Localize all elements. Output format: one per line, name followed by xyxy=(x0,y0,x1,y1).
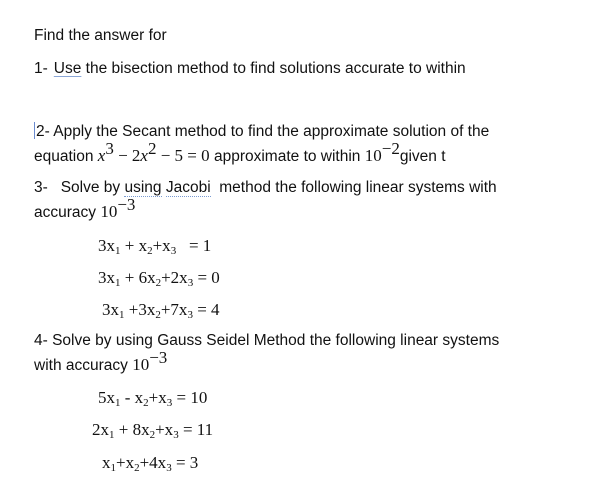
question-2-line-2 xyxy=(34,139,446,167)
q2-suffix: approximate to within xyxy=(209,148,365,165)
question-1 xyxy=(34,59,466,79)
question-2-line-1 xyxy=(34,122,489,142)
q4-tolerance-exp: −3 xyxy=(149,348,168,367)
system-2-equation-2: $2x_1 + 8x_2+x_3 = 11$ xyxy=(92,420,214,441)
q2-prefix: equation xyxy=(34,148,98,165)
q4-tolerance-base: 10 xyxy=(132,355,150,374)
intro-text: Find the answer for xyxy=(34,27,167,44)
q2-term: − 2 xyxy=(113,146,141,165)
q4-accuracy: with accuracy xyxy=(34,357,133,374)
q2-text: 2- Apply the Secant method to find the approximate solution of the xyxy=(36,123,490,140)
q3-tolerance-exp: −3 xyxy=(117,195,136,214)
q2-tail: given t xyxy=(399,148,446,165)
system-2-equation-1: $5x_1 - x_2+x_3 = 10$ xyxy=(98,388,208,409)
q2-equation-rhs: − 5 = 0 xyxy=(156,146,210,165)
q2-var-x2: x xyxy=(140,146,148,165)
system-1-equation-2: $3x_1 + 6x_2+2x_3 = 0$ xyxy=(98,268,220,289)
q1-verb: Use xyxy=(53,60,82,77)
q1-number: 1- xyxy=(34,60,48,77)
system-2-equation-3: $x_1+x_2+4x_3 = 3$ xyxy=(102,453,199,474)
text-cursor xyxy=(34,122,35,139)
q3-method: Jacobi xyxy=(165,179,211,196)
question-4-line-1: 4- Solve by using Gauss Seidel Method the following linear systems xyxy=(34,332,500,349)
question-3-line-2 xyxy=(34,195,136,223)
q2-exp-3: 3 xyxy=(105,139,114,158)
q3-using: using xyxy=(124,179,162,196)
q2-tolerance-base: 10 xyxy=(364,146,382,165)
q2-tolerance-exp: −2 xyxy=(381,139,400,158)
question-3-line-1 xyxy=(34,178,497,198)
q2-var-x: x xyxy=(97,146,106,165)
q3-accuracy: accuracy xyxy=(34,204,101,221)
q3-tolerance-base: 10 xyxy=(100,202,118,221)
q2-exp-2: 2 xyxy=(147,139,157,158)
q1-text: the bisection method to find solutions accurate to within xyxy=(81,60,466,77)
question-4-line-2 xyxy=(34,348,168,376)
system-1-equation-3: $3x_1 +3x_2+7x_3 = 4$ xyxy=(102,300,220,321)
q3-prefix: 3- Solve by xyxy=(34,179,125,196)
q3-rest: method the following linear systems with xyxy=(210,179,497,196)
system-1-equation-1: $3x_1 + x_2+x_3 = 1$ xyxy=(98,236,212,257)
